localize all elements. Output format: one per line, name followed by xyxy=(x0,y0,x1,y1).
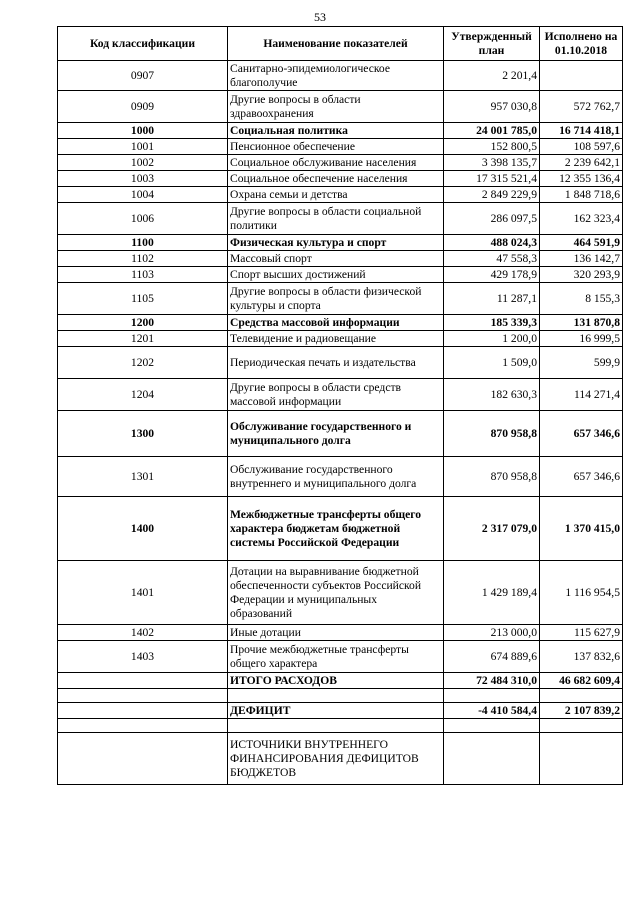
table-row xyxy=(58,267,623,283)
row-actual xyxy=(540,733,623,785)
row-code xyxy=(58,703,228,719)
row-code xyxy=(58,733,228,785)
table-row xyxy=(58,251,623,267)
row-actual: 46 682 609,4 xyxy=(540,673,623,689)
table-row xyxy=(58,235,623,251)
budget-table xyxy=(57,26,623,785)
row-plan: 870 958,8 xyxy=(444,457,540,497)
table-row xyxy=(58,379,623,411)
row-actual: 2 239 642,1 xyxy=(540,155,623,171)
row-name: Социальное обеспечение населения xyxy=(228,171,444,187)
table-row xyxy=(58,283,623,315)
row-name: Прочие межбюджетные трансферты общего характера xyxy=(228,641,444,673)
row-name: Другие вопросы в области здравоохранения xyxy=(228,91,444,123)
row-code: 1201 xyxy=(58,331,228,347)
row-plan: 72 484 310,0 xyxy=(444,673,540,689)
row-code xyxy=(58,673,228,689)
row-actual: 136 142,7 xyxy=(540,251,623,267)
row-plan xyxy=(444,719,540,733)
row-name: Обслуживание государственного внутреннего и муниципального долга xyxy=(228,457,444,497)
row-actual: 162 323,4 xyxy=(540,203,623,235)
row-plan: 1 429 189,4 xyxy=(444,561,540,625)
page-number: 53 xyxy=(314,10,326,24)
table-row xyxy=(58,719,623,733)
row-code: 1202 xyxy=(58,347,228,379)
row-code: 1300 xyxy=(58,411,228,457)
row-code: 1301 xyxy=(58,457,228,497)
row-code: 1105 xyxy=(58,283,228,315)
row-actual: 657 346,6 xyxy=(540,457,623,497)
table-row xyxy=(58,561,623,625)
row-plan: 182 630,3 xyxy=(444,379,540,411)
row-plan: 2 317 079,0 xyxy=(444,497,540,561)
row-name: Обслуживание государственного и муниципального долга xyxy=(228,411,444,457)
row-name: Охрана семьи и детства xyxy=(228,187,444,203)
row-actual: 16 999,5 xyxy=(540,331,623,347)
row-code: 1401 xyxy=(58,561,228,625)
row-code xyxy=(58,689,228,703)
header-code: Код классификации xyxy=(58,27,228,61)
row-code: 0907 xyxy=(58,61,228,91)
table-body xyxy=(58,61,623,785)
row-code xyxy=(58,719,228,733)
table-row xyxy=(58,497,623,561)
row-plan: 17 315 521,4 xyxy=(444,171,540,187)
row-code: 1402 xyxy=(58,625,228,641)
table-row xyxy=(58,139,623,155)
row-actual: 12 355 136,4 xyxy=(540,171,623,187)
row-actual: 16 714 418,1 xyxy=(540,123,623,139)
row-name: Периодическая печать и издательства xyxy=(228,347,444,379)
row-plan xyxy=(444,733,540,785)
row-plan: 870 958,8 xyxy=(444,411,540,457)
table-row xyxy=(58,689,623,703)
table-row xyxy=(58,733,623,785)
table-row xyxy=(58,331,623,347)
row-actual: 115 627,9 xyxy=(540,625,623,641)
row-plan: 47 558,3 xyxy=(444,251,540,267)
row-actual xyxy=(540,689,623,703)
row-name: Телевидение и радиовещание xyxy=(228,331,444,347)
row-plan: 11 287,1 xyxy=(444,283,540,315)
row-name xyxy=(228,719,444,733)
row-plan: 1 200,0 xyxy=(444,331,540,347)
row-actual xyxy=(540,61,623,91)
row-plan: -4 410 584,4 xyxy=(444,703,540,719)
row-code: 1006 xyxy=(58,203,228,235)
row-name: Другие вопросы в области социальной политики xyxy=(228,203,444,235)
table-row xyxy=(58,673,623,689)
row-name: Другие вопросы в области средств массовой информации xyxy=(228,379,444,411)
row-actual: 1 848 718,6 xyxy=(540,187,623,203)
row-actual: 1 370 415,0 xyxy=(540,497,623,561)
table-row xyxy=(58,123,623,139)
row-code: 1103 xyxy=(58,267,228,283)
header-name: Наименование показателей xyxy=(228,27,444,61)
row-code: 1403 xyxy=(58,641,228,673)
row-plan: 185 339,3 xyxy=(444,315,540,331)
row-actual: 108 597,6 xyxy=(540,139,623,155)
row-name: Спорт высших достижений xyxy=(228,267,444,283)
table-row xyxy=(58,625,623,641)
row-name: Пенсионное обеспечение xyxy=(228,139,444,155)
row-actual: 137 832,6 xyxy=(540,641,623,673)
row-name: Иные дотации xyxy=(228,625,444,641)
row-actual: 131 870,8 xyxy=(540,315,623,331)
row-plan: 488 024,3 xyxy=(444,235,540,251)
row-name: ИСТОЧНИКИ ВНУТРЕННЕГО ФИНАНСИРОВАНИЯ ДЕФИЦИТОВ БЮДЖЕТОВ xyxy=(228,733,444,785)
row-code: 1002 xyxy=(58,155,228,171)
table-row xyxy=(58,61,623,91)
row-plan: 152 800,5 xyxy=(444,139,540,155)
row-plan: 1 509,0 xyxy=(444,347,540,379)
row-name: Другие вопросы в области физической культуры и спорта xyxy=(228,283,444,315)
row-code: 1102 xyxy=(58,251,228,267)
table-row xyxy=(58,171,623,187)
row-plan: 2 849 229,9 xyxy=(444,187,540,203)
row-code: 1400 xyxy=(58,497,228,561)
row-name: Социальное обслуживание населения xyxy=(228,155,444,171)
row-actual: 599,9 xyxy=(540,347,623,379)
row-actual: 572 762,7 xyxy=(540,91,623,123)
table-row xyxy=(58,91,623,123)
table-row xyxy=(58,411,623,457)
row-name: Социальная политика xyxy=(228,123,444,139)
row-plan: 3 398 135,7 xyxy=(444,155,540,171)
row-code: 1003 xyxy=(58,171,228,187)
row-name: ИТОГО РАСХОДОВ xyxy=(228,673,444,689)
row-actual: 8 155,3 xyxy=(540,283,623,315)
row-name xyxy=(228,689,444,703)
row-code: 1204 xyxy=(58,379,228,411)
table-row xyxy=(58,315,623,331)
row-plan: 286 097,5 xyxy=(444,203,540,235)
row-plan: 957 030,8 xyxy=(444,91,540,123)
row-code: 1004 xyxy=(58,187,228,203)
row-actual: 464 591,9 xyxy=(540,235,623,251)
table-row xyxy=(58,703,623,719)
table-row xyxy=(58,641,623,673)
table-row xyxy=(58,347,623,379)
row-code: 1001 xyxy=(58,139,228,155)
table-row xyxy=(58,187,623,203)
row-actual: 1 116 954,5 xyxy=(540,561,623,625)
row-name: Средства массовой информации xyxy=(228,315,444,331)
row-code: 1100 xyxy=(58,235,228,251)
row-plan: 2 201,4 xyxy=(444,61,540,91)
header-actual: Исполнено на 01.10.2018 xyxy=(540,27,623,61)
row-plan: 24 001 785,0 xyxy=(444,123,540,139)
row-actual: 320 293,9 xyxy=(540,267,623,283)
row-code: 1200 xyxy=(58,315,228,331)
row-actual: 114 271,4 xyxy=(540,379,623,411)
table-row xyxy=(58,155,623,171)
table-row xyxy=(58,457,623,497)
table-row xyxy=(58,203,623,235)
header-row xyxy=(58,27,623,61)
row-name: ДЕФИЦИТ xyxy=(228,703,444,719)
header-plan: Утвержденный план xyxy=(444,27,540,61)
row-actual xyxy=(540,719,623,733)
row-plan: 213 000,0 xyxy=(444,625,540,641)
row-code: 1000 xyxy=(58,123,228,139)
row-name: Дотации на выравнивание бюджетной обеспеченности субъектов Российской Федерации и муниципальных образований xyxy=(228,561,444,625)
row-plan: 429 178,9 xyxy=(444,267,540,283)
row-name: Физическая культура и спорт xyxy=(228,235,444,251)
row-plan: 674 889,6 xyxy=(444,641,540,673)
row-actual: 657 346,6 xyxy=(540,411,623,457)
row-name: Межбюджетные трансферты общего характера бюджетам бюджетной системы Российской Федерации xyxy=(228,497,444,561)
row-actual: 2 107 839,2 xyxy=(540,703,623,719)
row-name: Санитарно-эпидемиологическое благополучие xyxy=(228,61,444,91)
row-code: 0909 xyxy=(58,91,228,123)
row-name: Массовый спорт xyxy=(228,251,444,267)
row-plan xyxy=(444,689,540,703)
